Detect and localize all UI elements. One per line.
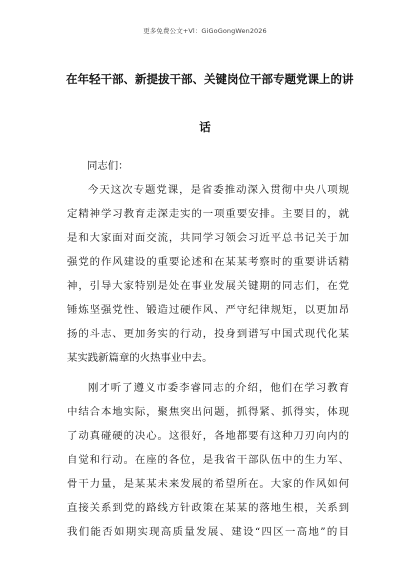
paragraph-1-line-3: 是和大家面对面交流，共同学习领会习近平总书记关于加 [67, 232, 349, 244]
paragraph-2-line-4: 自觉和行动。在座的各位，是我省干部队伍中的生力军、 [67, 454, 349, 466]
paragraph-2-line-6: 直接关系到党的路线方针政策在某某的落地生根，关系到 [67, 502, 349, 514]
document-title-line-2: 话 [199, 120, 211, 134]
paragraph-1-line-4: 强党的作风建设的重要论述和在某某考察时的重要讲话精 [67, 256, 349, 268]
paragraph-2-line-7: 我们能否如期实现高质量发展、建设“四区一高地”的目 [67, 526, 349, 538]
header-note: 更多免费公文+Vl：GiGoGongWen2026 [143, 27, 267, 35]
paragraph-2-line-2: 中结合本地实际，聚焦突出问题，抓得紧、抓得实，体现 [67, 406, 349, 418]
paragraph-1-line-7: 扬的斗志、更加务实的行动，投身到谱写中国式现代化某 [67, 328, 349, 340]
paragraph-2-line-3: 了动真碰硬的决心。这很好，各地都要有这种刀刃向内的 [67, 430, 349, 442]
paragraph-1-line-1: 今天这次专题党课，是省委推动深入贯彻中央八项规 [88, 184, 349, 196]
paragraph-1-line-6: 锤炼坚强党性、锻造过硬作风、严守纪律规矩，以更加昂 [67, 304, 349, 316]
paragraph-2-line-1: 刚才听了遵义市委李睿同志的介绍，他们在学习教育 [88, 382, 349, 394]
document-title-line-1: 在年轻干部、新提拔干部、关键岗位干部专题党课上的讲 [66, 72, 354, 86]
paragraph-2-line-5: 骨干力量，是某某未来发展的希望所在。大家的作风如何 [67, 478, 349, 490]
paragraph-1-line-2: 定精神学习教育走深走实的一项重要安排。主要目的，就 [67, 208, 349, 220]
salutation: 同志们： [87, 160, 129, 172]
paragraph-1-line-8: 某实践新篇章的火热事业中去。 [67, 352, 213, 364]
paragraph-1-line-5: 神，引导大家特别是处在事业发展关键期的同志们，在党 [67, 280, 349, 292]
